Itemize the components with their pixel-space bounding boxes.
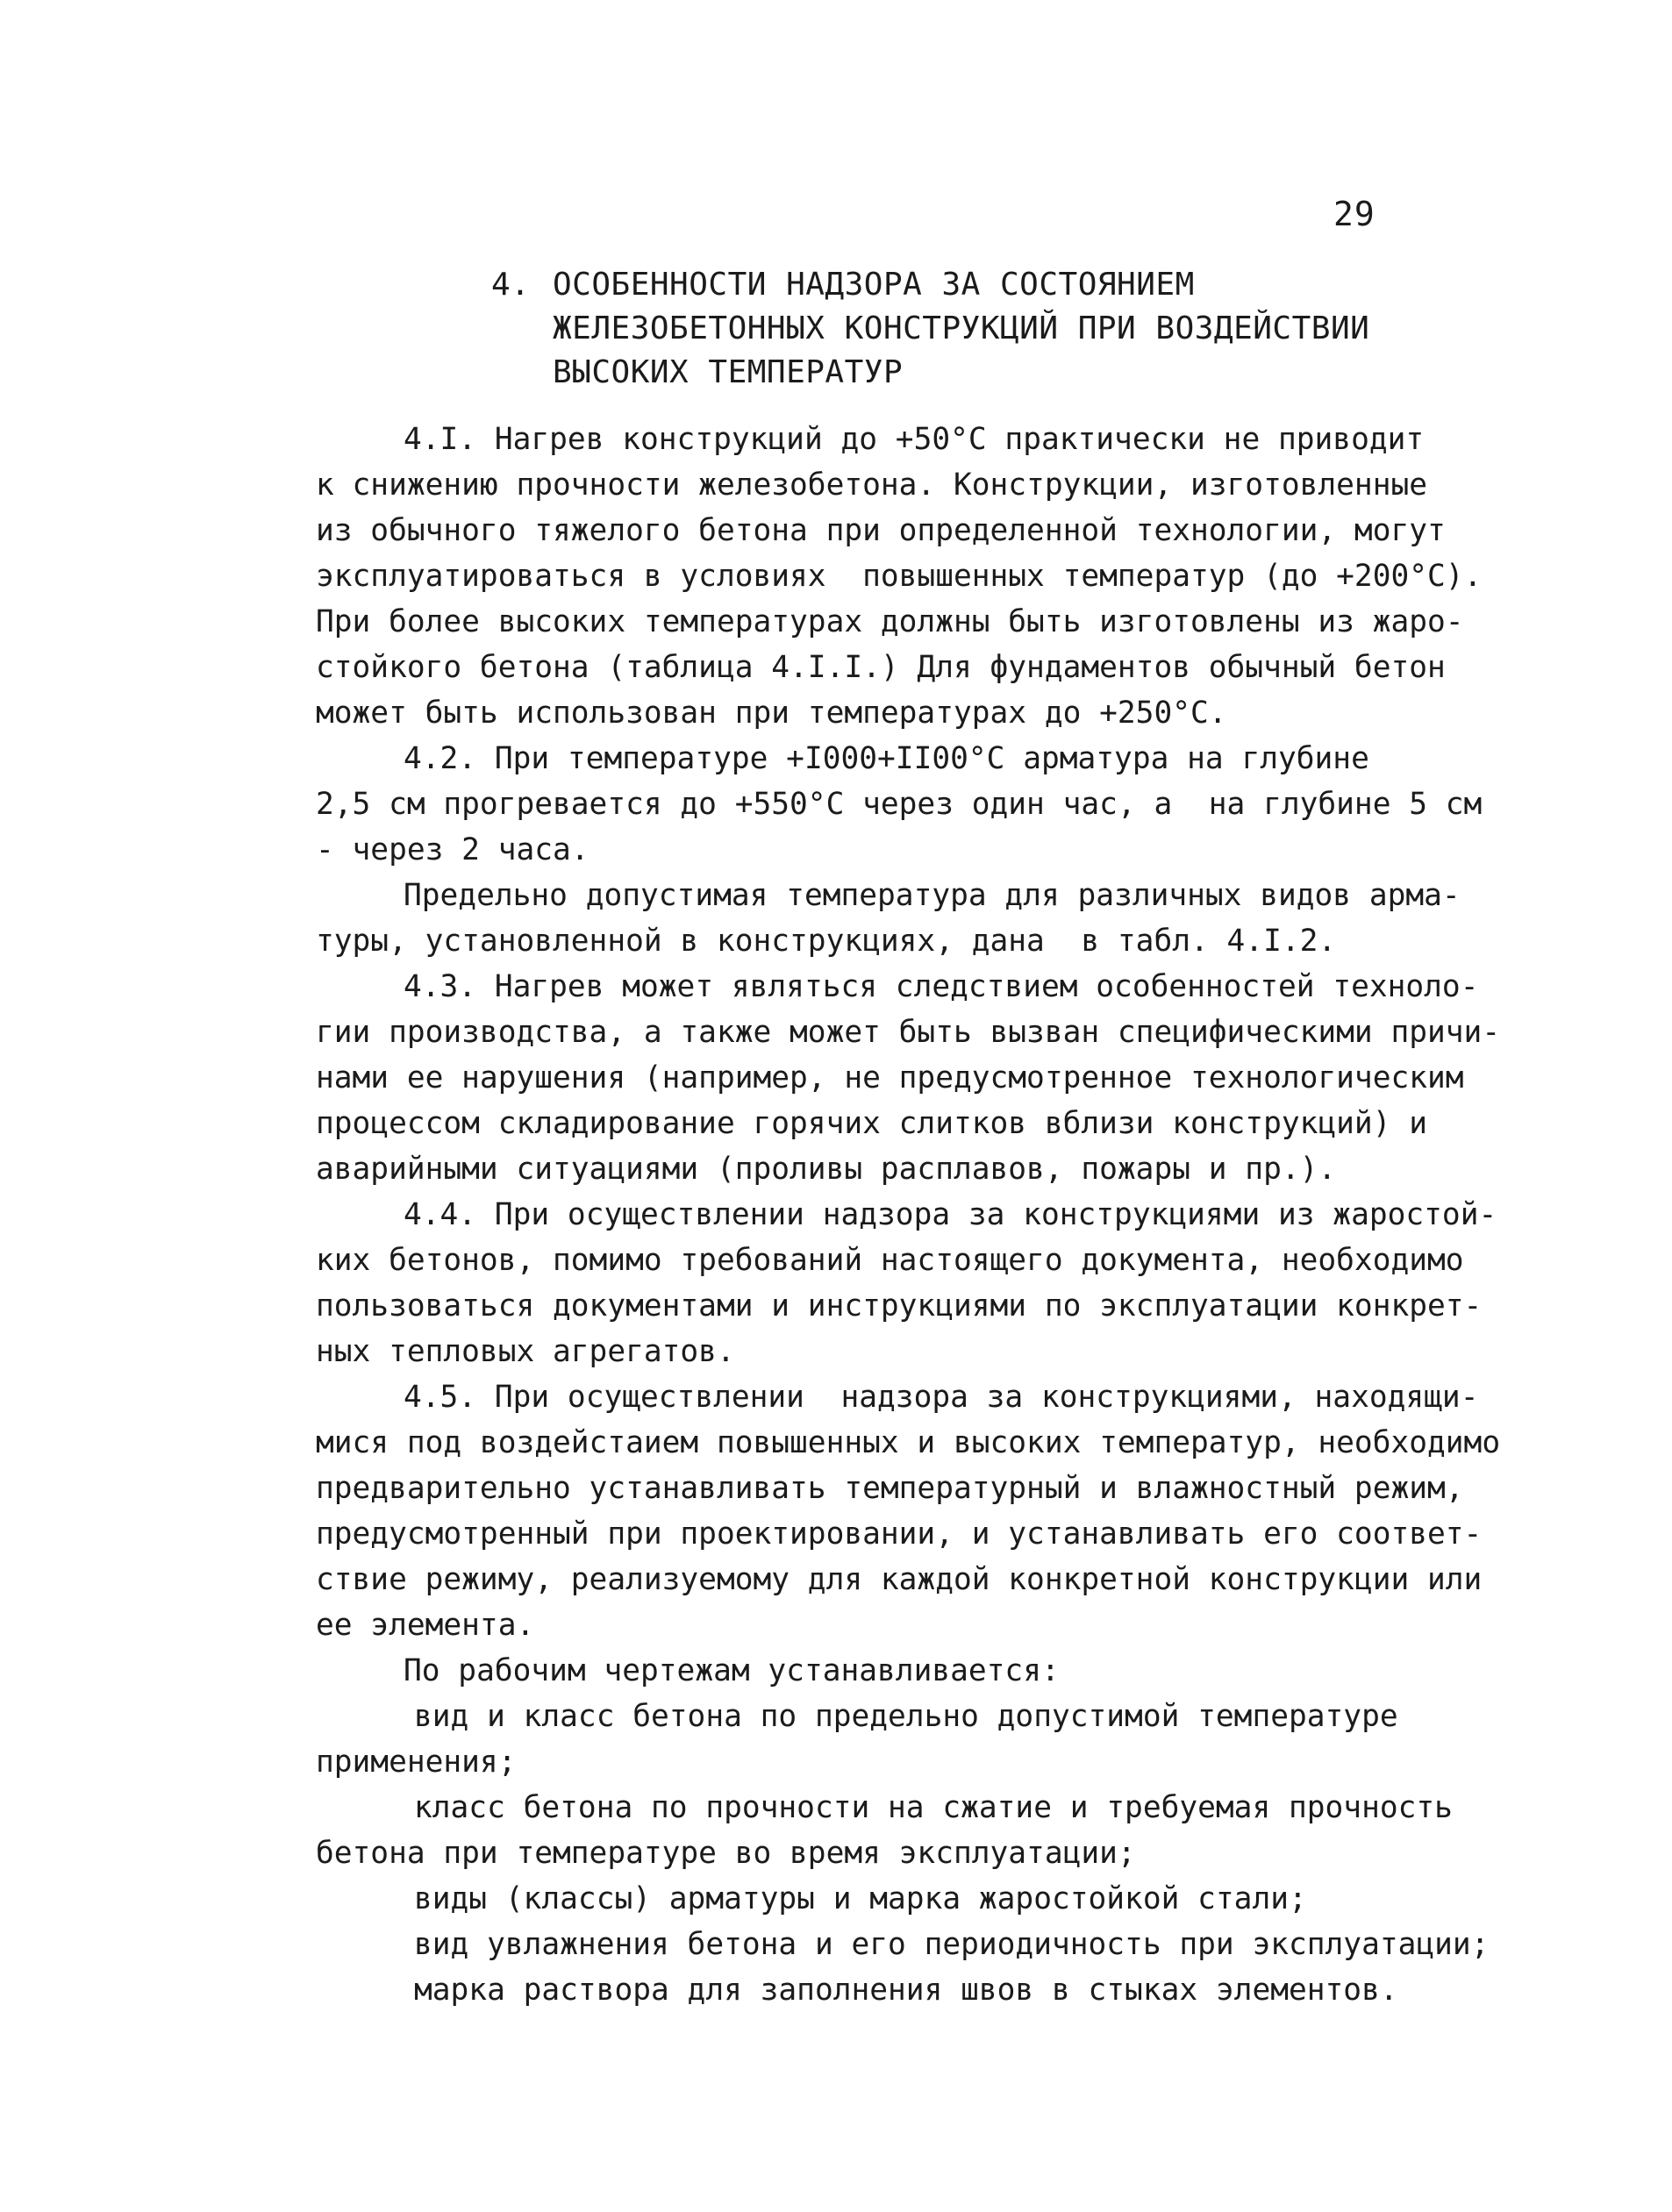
text-line: предусмотренный при проектировании, и устанавливать его соответ- [316, 1516, 1483, 1552]
text-line: из обычного тяжелого бетона при определенной технологии, могут [316, 513, 1446, 548]
paragraph-line: По рабочим чертежам устанавливается: [404, 1653, 1060, 1688]
text-line: применения; [316, 1745, 517, 1780]
text-line: - через 2 часа. [316, 832, 589, 867]
heading-line-2 [491, 307, 1368, 351]
text-line: При более высоких температурах должны быть изготовлены из жаро- [316, 604, 1464, 639]
list-item-line: вид и класс бетона по предельно допустимой температуре [414, 1699, 1398, 1734]
page-number: 29 [1333, 195, 1375, 233]
heading-line-1 [491, 263, 1368, 307]
text-line: гии производства, а также может быть вызван специфическими причи- [316, 1015, 1501, 1050]
text-line: может быть использован при температурах до +250°С. [316, 696, 1227, 731]
text-line: мися под воздейстаием повышенных и высоких температур, необходимо [316, 1425, 1501, 1460]
paragraph-4-1-line: 4.I. Нагрев конструкций до +50°С практически не приводит [404, 422, 1425, 457]
text-line: ствие режиму, реализуемому для каждой конкретной конструкции или [316, 1562, 1483, 1597]
heading-number: 4. [491, 267, 531, 303]
paragraph-4-2-line: 4.2. При температуре +I000+II00°С арматура на глубине [404, 741, 1369, 776]
section-heading [491, 263, 1368, 395]
text-line: бетона при температуре во время эксплуатации; [316, 1836, 1136, 1871]
paragraph-4-5-line: 4.5. При осуществлении надзора за конструкциями, находящи- [404, 1380, 1479, 1415]
text-line: предварительно устанавливать температурный и влажностный режим, [316, 1471, 1464, 1506]
text-line: пользоваться документами и инструкциями по эксплуатации конкрет- [316, 1288, 1483, 1324]
heading-text-3: ВЫСОКИХ ТЕМПЕРАТУР [553, 354, 904, 390]
heading-text-2: ЖЕЛЕЗОБЕТОННЫХ КОНСТРУКЦИЙ ПРИ ВОЗДЕЙСТВИИ [553, 310, 1370, 346]
paragraph-4-4-line: 4.4. При осуществлении надзора за конструкциями из жаростой- [404, 1197, 1497, 1232]
heading-text-1: ОСОБЕННОСТИ НАДЗОРА ЗА СОСТОЯНИЕМ [553, 267, 1195, 303]
text-line: туры, установленной в конструкциях, дана в табл. 4.I.2. [316, 924, 1337, 959]
paragraph-4-3-line: 4.3. Нагрев может являться следствием особенностей техноло- [404, 969, 1479, 1004]
text-line: к снижению прочности железобетона. Конструкции, изготовленные [316, 467, 1428, 503]
text-line: нами ее нарушения (например, не предусмотренное технологическим [316, 1060, 1464, 1095]
text-line: ее элемента. [316, 1608, 535, 1643]
text-line: 2,5 см прогревается до +550°С через один час, а на глубине 5 см [316, 787, 1483, 822]
heading-line-3 [491, 351, 1368, 395]
text-line: аварийными ситуациями (проливы расплавов, пожары и пр.). [316, 1152, 1337, 1187]
list-item-line: класс бетона по прочности на сжатие и требуемая прочность [414, 1790, 1453, 1825]
text-line: процессом складирование горячих слитков вблизи конструкций) и [316, 1106, 1428, 1141]
text-line: ких бетонов, помимо требований настоящего документа, необходимо [316, 1243, 1464, 1278]
paragraph-line: Предельно допустимая температура для различных видов арма- [404, 878, 1461, 913]
text-line: стойкого бетона (таблица 4.I.I.) Для фундаментов обычный бетон [316, 650, 1446, 685]
list-item-line: виды (классы) арматуры и марка жаростойкой стали; [414, 1881, 1307, 1916]
list-item-line: вид увлажнения бетона и его периодичность при эксплуатации; [414, 1927, 1490, 1962]
text-line: эксплуатироваться в условиях повышенных температур (до +200°С). [316, 559, 1483, 594]
body-text [316, 417, 1526, 2013]
list-item-line: марка раствора для заполнения швов в стыках элементов. [414, 1973, 1398, 2008]
text-line: ных тепловых агрегатов. [316, 1334, 735, 1369]
